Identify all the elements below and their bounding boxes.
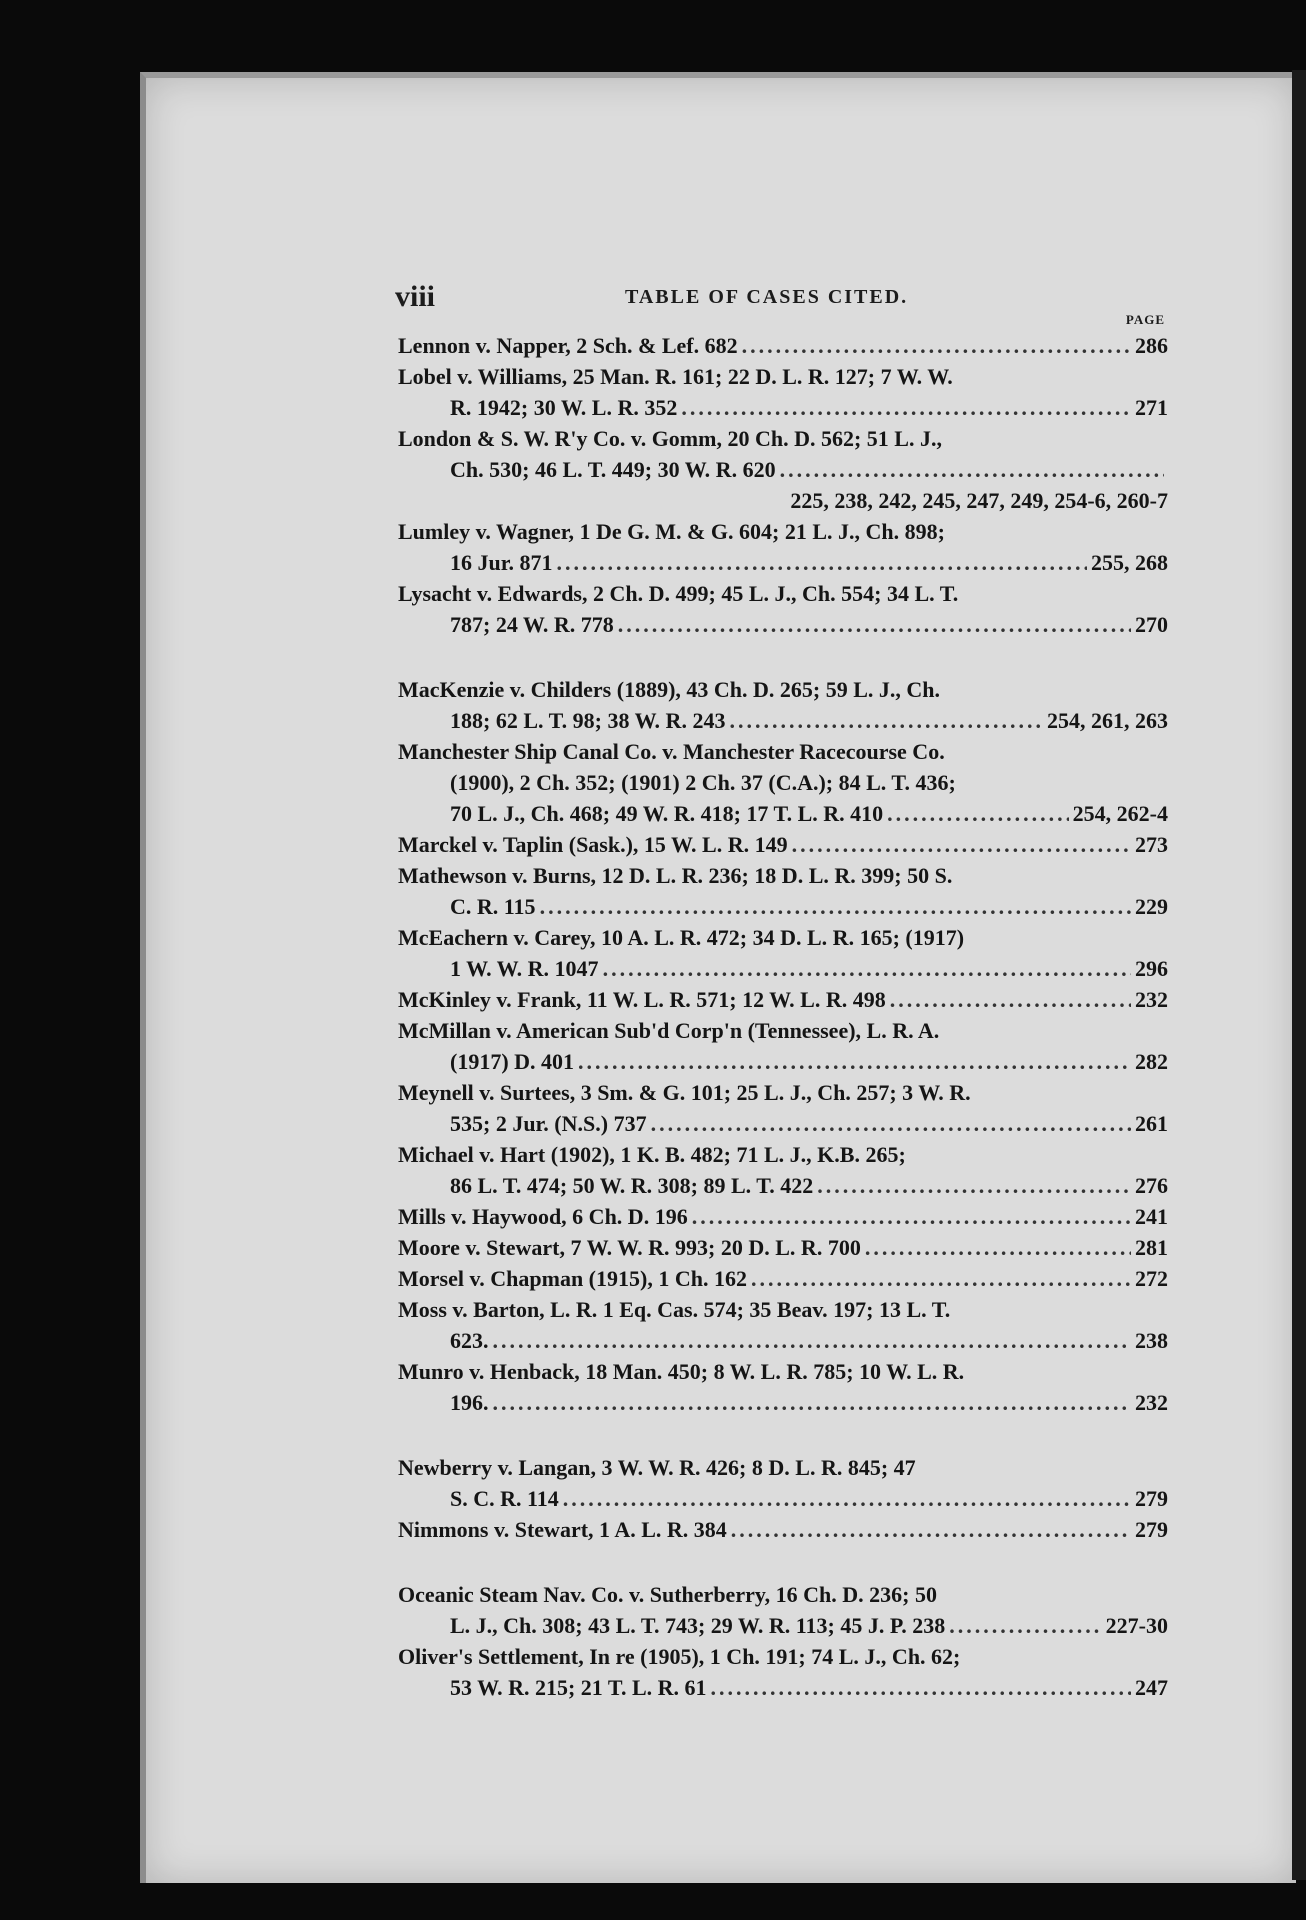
page-reference: 238 <box>1135 1328 1168 1353</box>
case-citation-text: Nimmons v. Stewart, 1 A. L. R. 384 <box>398 1517 727 1542</box>
case-continuation-line <box>398 1170 1168 1201</box>
case-entry <box>398 361 1168 423</box>
case-entry <box>398 1232 1168 1263</box>
dot-leader <box>651 1108 1131 1139</box>
case-citation-text: R. 1942; 30 W. L. R. 352 <box>450 395 678 420</box>
case-line <box>398 1294 1168 1325</box>
dot-leader <box>563 1483 1131 1514</box>
case-continuation-line <box>398 1108 1168 1139</box>
case-citation-text: 86 L. T. 474; 50 W. R. 308; 89 L. T. 422 <box>450 1173 814 1198</box>
page-reference: 273 <box>1135 832 1168 857</box>
case-citation-text: Oliver's Settlement, In re (1905), 1 Ch. 191; 74 L. J., Ch. 62; <box>398 1644 961 1669</box>
case-line <box>398 1452 1168 1483</box>
case-line <box>398 578 1168 609</box>
group-gap <box>398 1418 1168 1452</box>
dot-leader <box>556 547 1087 578</box>
case-citation-text: McMillan v. American Sub'd Corp'n (Tennessee), L. R. A. <box>398 1018 940 1043</box>
dot-leader <box>493 1387 1132 1418</box>
case-continuation-line <box>398 1610 1168 1641</box>
page-reference: 254, 262-4 <box>1072 801 1168 826</box>
dot-leader <box>692 1201 1131 1232</box>
page-reference: 229 <box>1135 894 1168 919</box>
case-citation-text: Moore v. Stewart, 7 W. W. R. 993; 20 D. L. R. 700 <box>398 1235 861 1260</box>
case-line <box>398 1015 1168 1046</box>
case-citation-text: L. J., Ch. 308; 43 L. T. 743; 29 W. R. 113; 45 J. P. 238 <box>450 1613 946 1638</box>
page-reference: 296 <box>1135 956 1168 981</box>
case-line <box>398 922 1168 953</box>
dot-leader <box>618 609 1131 640</box>
page-reference: 232 <box>1135 987 1168 1012</box>
case-citation-text: London & S. W. R'y Co. v. Gomm, 20 Ch. D. 562; 51 L. J., <box>398 426 942 451</box>
case-line <box>398 423 1168 454</box>
case-citation-text: 1 W. W. R. 1047 <box>450 956 599 981</box>
dot-leader <box>887 798 1069 829</box>
case-entry <box>398 1201 1168 1232</box>
case-citation-text: 188; 62 L. T. 98; 38 W. R. 243 <box>450 708 726 733</box>
case-citation-text: 16 Jur. 871 <box>450 550 553 575</box>
case-continuation-line <box>398 485 1168 516</box>
case-citation-text: S. C. R. 114 <box>450 1486 559 1511</box>
dot-leader <box>729 705 1043 736</box>
page-reference: 255, 268 <box>1091 550 1168 575</box>
case-continuation-line <box>398 953 1168 984</box>
case-citation-text: Moss v. Barton, L. R. 1 Eq. Cas. 574; 35 Beav. 197; 13 L. T. <box>398 1297 951 1322</box>
case-line <box>398 1077 1168 1108</box>
case-list <box>398 330 1168 1703</box>
case-citation-text: (1917) D. 401 <box>450 1049 575 1074</box>
case-line <box>398 674 1168 705</box>
case-entry <box>398 1452 1168 1514</box>
case-citation-text: 535; 2 Jur. (N.S.) 737 <box>450 1111 647 1136</box>
page-reference: 281 <box>1135 1235 1168 1260</box>
page-reference: 241 <box>1135 1204 1168 1229</box>
case-citation-text: McKinley v. Frank, 11 W. L. R. 571; 12 W. L. R. 498 <box>398 987 886 1012</box>
case-citation-text: Manchester Ship Canal Co. v. Manchester Racecourse Co. <box>398 739 945 764</box>
case-entry <box>398 1139 1168 1201</box>
case-continuation-line <box>398 1325 1168 1356</box>
case-line <box>398 1139 1168 1170</box>
case-line <box>398 1201 1168 1232</box>
case-citation-text: (1900), 2 Ch. 352; (1901) 2 Ch. 37 (C.A.); 84 L. T. 436; <box>450 770 956 795</box>
dot-leader <box>751 1263 1131 1294</box>
dot-leader <box>890 984 1131 1015</box>
case-continuation-line <box>398 798 1168 829</box>
case-entry <box>398 736 1168 829</box>
case-line <box>398 829 1168 860</box>
case-citation-text: MacKenzie v. Childers (1889), 43 Ch. D. 265; 59 L. J., Ch. <box>398 677 941 702</box>
page-edge <box>1292 70 1306 1880</box>
folio-number: viii <box>395 280 436 313</box>
case-entry <box>398 1641 1168 1703</box>
case-continuation-line <box>398 767 1168 798</box>
case-line <box>398 1356 1168 1387</box>
case-citation-text: Morsel v. Chapman (1915), 1 Ch. 162 <box>398 1266 747 1291</box>
case-line <box>398 1579 1168 1610</box>
case-entry <box>398 1356 1168 1418</box>
case-citation-text: 70 L. J., Ch. 468; 49 W. R. 418; 17 T. L. R. 410 <box>450 801 884 826</box>
page-reference: 225, 238, 242, 245, 247, 249, 254-6, 260-7 <box>790 488 1168 513</box>
case-line <box>398 361 1168 392</box>
page-reference: 232 <box>1135 1390 1168 1415</box>
case-citation-text: 787; 24 W. R. 778 <box>450 612 614 637</box>
dot-leader <box>780 454 1164 485</box>
case-citation-text: 623. <box>450 1328 489 1353</box>
case-line <box>398 516 1168 547</box>
case-entry <box>398 860 1168 922</box>
case-citation-text: Newberry v. Langan, 3 W. W. R. 426; 8 D. L. R. 845; 47 <box>398 1455 916 1480</box>
case-line <box>398 330 1168 361</box>
group-gap <box>398 640 1168 674</box>
case-entry <box>398 674 1168 736</box>
case-continuation-line <box>398 454 1168 485</box>
case-citation-text: Munro v. Henback, 18 Man. 450; 8 W. L. R. 785; 10 W. L. R. <box>398 1359 965 1384</box>
page-column-label: PAGE <box>1125 312 1165 327</box>
case-citation-text: Lennon v. Napper, 2 Sch. & Lef. 682 <box>398 333 738 358</box>
page-reference: 261 <box>1135 1111 1168 1136</box>
case-citation-text: Lumley v. Wagner, 1 De G. M. & G. 604; 21 L. J., Ch. 898; <box>398 519 945 544</box>
case-entry <box>398 423 1168 516</box>
case-citation-text: Meynell v. Surtees, 3 Sm. & G. 101; 25 L. J., Ch. 257; 3 W. R. <box>398 1080 971 1105</box>
dot-leader <box>578 1046 1131 1077</box>
case-entry <box>398 330 1168 361</box>
case-entry <box>398 829 1168 860</box>
case-citation-text: Michael v. Hart (1902), 1 K. B. 482; 71 L. J., K.B. 265; <box>398 1142 906 1167</box>
page-reference: 279 <box>1135 1517 1168 1542</box>
case-citation-text: McEachern v. Carey, 10 A. L. R. 472; 34 D. L. R. 165; (1917) <box>398 925 965 950</box>
case-citation-text: Lobel v. Williams, 25 Man. R. 161; 22 D. L. R. 127; 7 W. W. <box>398 364 953 389</box>
case-line <box>398 1232 1168 1263</box>
case-citation-text: 53 W. R. 215; 21 T. L. R. 61 <box>450 1675 707 1700</box>
case-continuation-line <box>398 392 1168 423</box>
page-reference: 279 <box>1135 1486 1168 1511</box>
page-reference: 227-30 <box>1105 1613 1168 1638</box>
case-entry <box>398 516 1168 578</box>
page-reference: 270 <box>1135 612 1168 637</box>
dot-leader <box>493 1325 1132 1356</box>
dot-leader <box>711 1672 1131 1703</box>
case-citation-text: 196. <box>450 1390 489 1415</box>
case-citation-text: C. R. 115 <box>450 894 536 919</box>
case-entry <box>398 1015 1168 1077</box>
page-title: TABLE OF CASES CITED. <box>625 286 909 308</box>
case-citation-text: Lysacht v. Edwards, 2 Ch. D. 499; 45 L. J., Ch. 554; 34 L. T. <box>398 581 959 606</box>
case-entry <box>398 1514 1168 1545</box>
case-entry <box>398 578 1168 640</box>
dot-leader <box>949 1610 1101 1641</box>
case-entry <box>398 1294 1168 1356</box>
case-continuation-line <box>398 1387 1168 1418</box>
case-citation-text: Mills v. Haywood, 6 Ch. D. 196 <box>398 1204 688 1229</box>
case-line <box>398 984 1168 1015</box>
case-entry <box>398 984 1168 1015</box>
dot-leader <box>731 1514 1131 1545</box>
dot-leader <box>681 392 1131 423</box>
dot-leader <box>792 829 1131 860</box>
page-reference: 286 <box>1135 333 1168 358</box>
case-entry <box>398 922 1168 984</box>
case-entry <box>398 1077 1168 1139</box>
dot-leader <box>603 953 1131 984</box>
case-entry <box>398 1263 1168 1294</box>
dot-leader <box>742 330 1131 361</box>
case-continuation-line <box>398 1483 1168 1514</box>
case-continuation-line <box>398 547 1168 578</box>
page-reference: 282 <box>1135 1049 1168 1074</box>
case-continuation-line <box>398 705 1168 736</box>
case-continuation-line <box>398 609 1168 640</box>
case-line <box>398 1641 1168 1672</box>
case-line <box>398 1514 1168 1545</box>
page-reference: 271 <box>1135 395 1168 420</box>
case-line <box>398 860 1168 891</box>
case-citation-text: Ch. 530; 46 L. T. 449; 30 W. R. 620 <box>450 457 776 482</box>
case-line <box>398 1263 1168 1294</box>
dot-leader <box>817 1170 1131 1201</box>
case-citation-text: Marckel v. Taplin (Sask.), 15 W. L. R. 149 <box>398 832 788 857</box>
case-entry <box>398 1579 1168 1641</box>
page-header <box>395 280 1165 327</box>
case-citation-text: Mathewson v. Burns, 12 D. L. R. 236; 18 D. L. R. 399; 50 S. <box>398 863 953 888</box>
case-continuation-line <box>398 1672 1168 1703</box>
case-citation-text: Oceanic Steam Nav. Co. v. Sutherberry, 16 Ch. D. 236; 50 <box>398 1582 937 1607</box>
dot-leader <box>865 1232 1131 1263</box>
page-reference: 276 <box>1135 1173 1168 1198</box>
page-reference: 254, 261, 263 <box>1047 708 1168 733</box>
group-gap <box>398 1545 1168 1579</box>
case-line <box>398 736 1168 767</box>
case-continuation-line <box>398 891 1168 922</box>
case-continuation-line <box>398 1046 1168 1077</box>
page-reference: 247 <box>1135 1675 1168 1700</box>
page-reference: 272 <box>1135 1266 1168 1291</box>
dot-leader <box>540 891 1131 922</box>
